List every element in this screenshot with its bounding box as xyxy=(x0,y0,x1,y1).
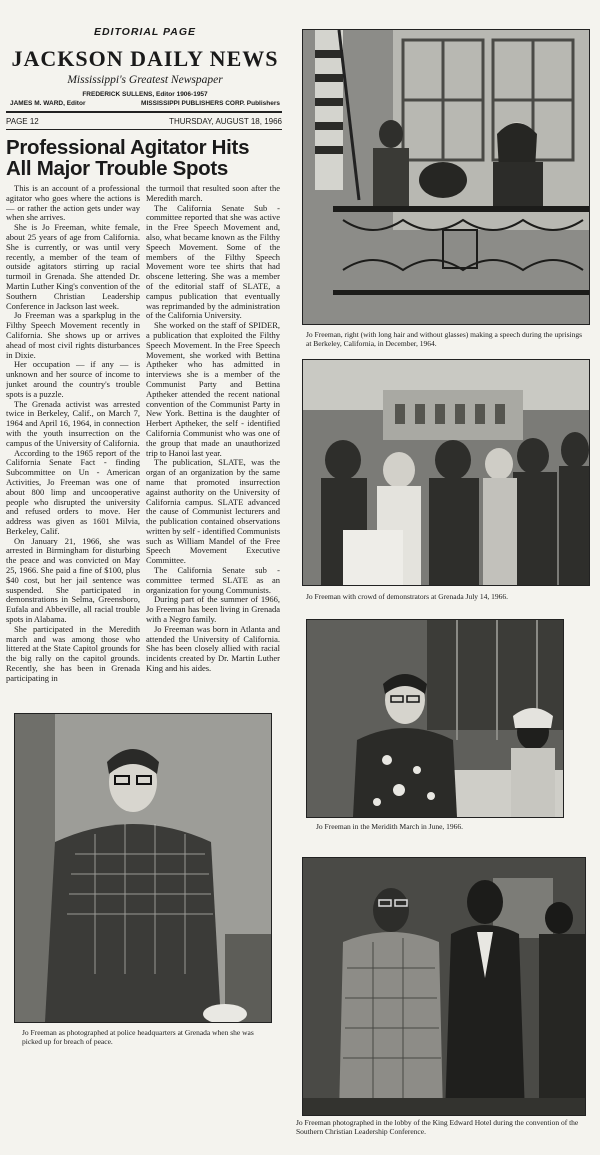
publisher-line: MISSISSIPPI PUBLISHERS CORP. Publishers xyxy=(141,100,280,107)
meridith-march-photo xyxy=(306,619,564,818)
hotel-lobby-photo xyxy=(302,857,586,1116)
lobby-illustration xyxy=(303,858,585,1115)
page-number: PAGE 12 xyxy=(6,117,39,126)
masthead-rule xyxy=(6,111,282,113)
section-label: EDITORIAL PAGE xyxy=(93,26,197,38)
grenada-photo-caption: Jo Freeman with crowd of demonstrators at Grenada July 14, 1966. xyxy=(306,592,509,601)
paragraph: Jo Freeman was a sparkplug in the Filthy Speech Movement recently in California. She shows up or arrives ahead of most civil rights disturbances in Dixie. xyxy=(6,310,140,360)
dateline xyxy=(6,117,282,126)
editor-line: JAMES M. WARD, Editor xyxy=(10,100,86,107)
founder-line: FREDERICK SULLENS, Editor 1906-1957 xyxy=(82,91,208,98)
balcony-illustration xyxy=(303,30,589,324)
article-column-2 xyxy=(146,184,280,704)
paragraph: The California Senate Sub - committee reported that she was active in the Free Speech Movement and, also, what became known as the Filthy Speech Movement. Some of the members of the Filthy Speech Movement wore tee shirts that had obscene lettering. She was a member of the editorial staff of SLATE, a campus publication that eventually was reprimanded by the administration of the California University. xyxy=(146,202,280,321)
paragraph: She participated in the Meredith march and was among those who littered at the State Capitol grounds for the big rally on the capitol grounds. Recently, she has been in Grenada participating in xyxy=(6,623,140,683)
headline-line-1: Professional Agitator Hits xyxy=(6,136,250,159)
berkeley-speech-photo xyxy=(302,29,590,325)
police-photo-caption: Jo Freeman as photographed at police headquarters at Grenada when she was picked up for breach of peace. xyxy=(22,1028,254,1046)
paragraph: The California Senate sub - committee termed SLATE as an organization for young Communists. xyxy=(146,565,280,595)
paragraph: She worked on the staff of SPIDER, a publication that exploited the Filthy Speech Movement. In the Free Speech Movement, she worked with Bettina Aptheker who has admitted in interviews she is a member of the Communist Party and Bettina Aptheker attended the recent national convention of the Communist Party in New York. Bettina is the daughter of Herbert Aptheker, the self - identified California Communist who was one of the group that made an unauthorized trip to Hanoi last year. xyxy=(146,320,280,458)
newspaper-name: JACKSON DAILY NEWS xyxy=(11,46,279,71)
crowd-illustration xyxy=(303,360,589,585)
police-headquarters-photo xyxy=(14,713,272,1023)
paragraph: The Grenada activist was arrested twice in Berkeley, Calif., on March 7, 1964 and April 16, 1964, in connection with the youth insurrection on the campus of the University of California. xyxy=(6,398,140,448)
article-headline xyxy=(6,137,286,179)
dateline-rule xyxy=(6,129,282,130)
newspaper-tagline: Mississippi's Greatest Newspaper xyxy=(67,74,223,86)
paragraph: Her occupation — if any — is unknown and her source of income to junket around the country's trouble spots is a puzzle. xyxy=(6,359,140,399)
paragraph: This is an account of a professional agitator who goes where the actions is — or rather the action gets under way when she arrives. xyxy=(6,184,140,223)
paragraph: On January 21, 1966, she was arrested in Birmingham for disturbing the peace and was convicted on May 25, 1966. She paid a fine of $100, plus $40 cost, but her jail sentence was suspended. She participated in demonstrations in Selma, Greensboro, Eufala and Abbeville, all racial trouble spots in Alabama. xyxy=(6,535,140,625)
paragraph: Jo Freeman was born in Atlanta and attended the University of California. She has been closely allied with racial incidents created by Dr. Martin Luther King and his aides. xyxy=(146,623,280,674)
headline-line-2: All Major Trouble Spots xyxy=(6,157,229,180)
berkeley-photo-caption: Jo Freeman, right (with long hair and without glasses) making a speech during the uprisings at Berkeley, California, in December, 1964. xyxy=(306,330,582,348)
paragraph: She is Jo Freeman, white female, about 25 years of age from California. She is currently, or was until very recently, a member of the team of outside agitators stirring up racial turmoil in Grenada. She attended Dr. Martin Luther King's convention of the Southern Christian Leadership Conference in Jackson last week. xyxy=(6,222,140,311)
article-column-1 xyxy=(6,184,140,704)
hotel-photo-caption: Jo Freeman photographed in the lobby of the King Edward Hotel during the convention of the Southern Christian Leadership Conference. xyxy=(296,1118,579,1136)
paragraph: The publication, SLATE, was the organ of an organization by the same name that promoted insurrection against authority on the University of California campus. SLATE advanced the cause of Communist lecturers and the publication contained observations written by self - identified Communists such as William Mandel of the Free Speech Movement Executive Committee. xyxy=(146,457,280,566)
paragraph: During part of the summer of 1966, Jo Freeman has been living in Grenada with a Negro family. xyxy=(146,594,280,625)
march-illustration xyxy=(307,620,563,817)
paragraph: According to the 1965 report of the California Senate Fact - finding Subcommittee on Un - American Activities, Jo Freeman was one of about 800 limp and uncooperative people who disrupted the university and refused orders to move. Her address was given as 1601 Milvia, Berkeley, Calif. xyxy=(6,447,140,536)
march-photo-caption: Jo Freeman in the Meridith March in June, 1966. xyxy=(316,822,464,831)
grenada-crowd-photo xyxy=(302,359,590,586)
paragraph: the turmoil that resulted soon after the Meredith march. xyxy=(146,184,280,203)
issue-date: THURSDAY, AUGUST 18, 1966 xyxy=(169,117,282,126)
portrait-illustration xyxy=(15,714,271,1022)
